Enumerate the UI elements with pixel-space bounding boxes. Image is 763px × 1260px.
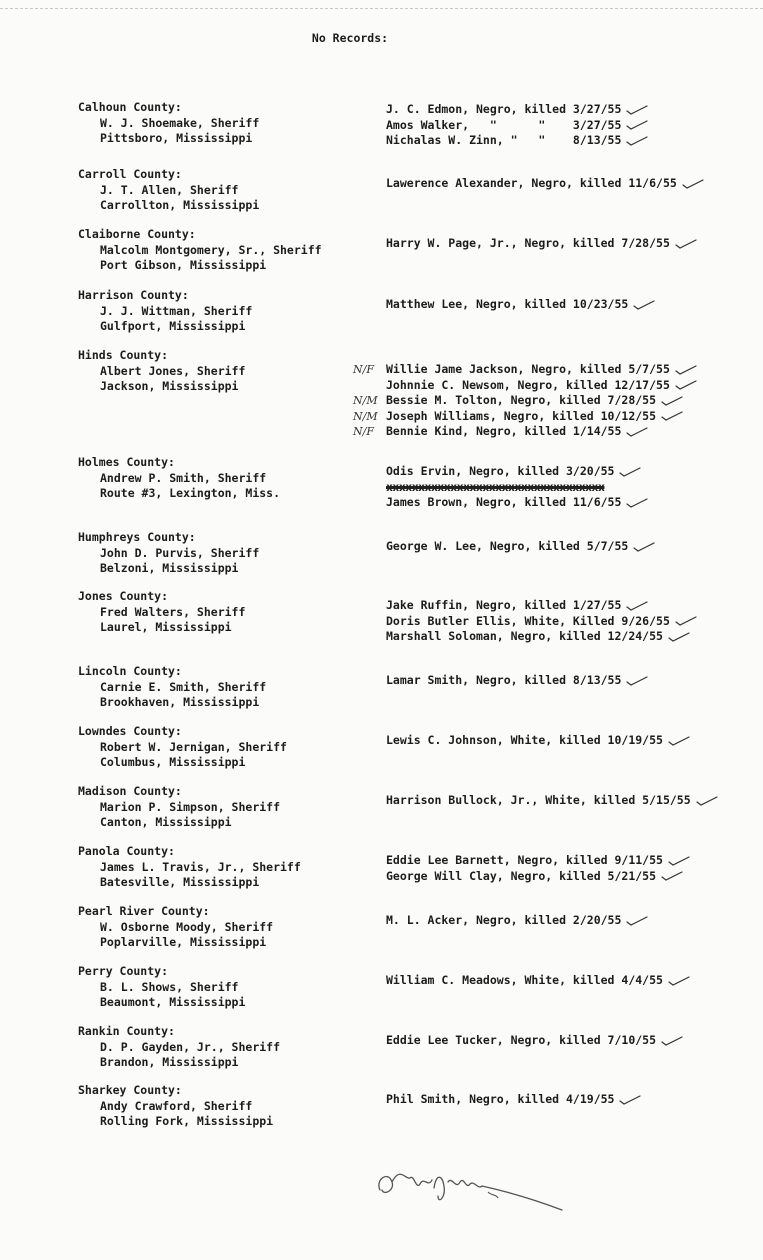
county-info [78, 964, 368, 1011]
sheriff-location: Gulfport, Mississippi [100, 319, 246, 333]
checkmark-icon [626, 499, 644, 507]
sheriff-location: Columbus, Mississippi [100, 755, 246, 769]
checkmark-icon [626, 677, 644, 685]
checkmark-icon [675, 381, 693, 389]
victim-text: Lamar Smith, Negro, killed 8/13/55 [386, 673, 622, 687]
sheriff-location: Carrollton, Mississippi [100, 198, 260, 212]
top-edge-line [0, 0, 763, 9]
sheriff-location: Batesville, Mississippi [100, 875, 260, 889]
sheriff-location: Brookhaven, Mississippi [100, 695, 260, 709]
sheriff-name: Albert Jones, Sheriff [100, 363, 246, 378]
victim-text: James Brown, Negro, killed 11/6/55 [386, 495, 622, 509]
county-info [78, 724, 368, 771]
checkmark-icon [626, 917, 644, 925]
victim-text: Willie Jame Jackson, Negro, killed 5/7/55 [386, 362, 670, 376]
victim-list [386, 464, 746, 511]
sheriff-location: Jackson, Mississippi [100, 379, 239, 393]
victim-text: Phil Smith, Negro, killed 4/19/55 [386, 1092, 615, 1106]
county-name: Perry County: [78, 964, 169, 978]
sheriff-location: Canton, Mississippi [100, 815, 232, 829]
sheriff-name: W. J. Shoemake, Sheriff [100, 115, 260, 130]
victim-record [386, 176, 746, 192]
county-info [78, 455, 368, 502]
victim-record [386, 495, 746, 511]
checkmark-icon [633, 543, 651, 551]
victim-record [353, 362, 746, 378]
sheriff-location: Pittsboro, Mississippi [100, 131, 253, 145]
victim-text: Nichalas W. Zinn, " " 8/13/55 [386, 133, 622, 147]
victim-list [386, 176, 746, 192]
checkmark-icon [619, 1096, 637, 1104]
county-info [78, 904, 368, 951]
county-info [78, 227, 368, 274]
victim-record [386, 598, 746, 614]
county-name: Lowndes County: [78, 724, 182, 738]
county-info [78, 664, 368, 711]
victim-text: M. L. Acker, Negro, killed 2/20/55 [386, 913, 622, 927]
victim-text: Joseph Williams, Negro, killed 10/12/55 [386, 408, 657, 423]
victim-record [386, 102, 746, 118]
victim-list [353, 362, 746, 440]
victim-text: Johnnie C. Newsom, Negro, killed 12/17/55 [386, 377, 670, 392]
victim-text: Marshall Soloman, Negro, killed 12/24/55 [386, 629, 663, 643]
county-name: Holmes County: [78, 455, 175, 469]
victim-text: Lewis C. Johnson, White, killed 10/19/55 [386, 733, 663, 747]
county-name: Pearl River County: [78, 904, 210, 918]
victim-record [386, 869, 746, 885]
county-name: Humphreys County: [78, 530, 196, 544]
checkmark-icon [668, 633, 686, 641]
county-name: Hinds County: [78, 348, 169, 362]
victim-record [353, 424, 746, 440]
victim-record [386, 539, 746, 555]
county-info [78, 348, 368, 395]
sheriff-name: Fred Walters, Sheriff [100, 604, 246, 619]
victim-list [386, 236, 746, 252]
victim-text: Doris Butler Ellis, White, Killed 9/26/55 [386, 613, 670, 628]
victim-record [386, 133, 746, 149]
checkmark-icon [619, 468, 637, 476]
victim-record [386, 913, 746, 929]
checkmark-icon [626, 121, 644, 129]
victim-text: Bennie Kind, Negro, killed 1/14/55 [386, 424, 622, 438]
victim-record [386, 793, 746, 809]
victim-record [386, 853, 746, 869]
victim-list [386, 733, 746, 749]
victim-text: Bessie M. Tolton, Negro, killed 7/28/55 [386, 393, 657, 407]
sheriff-name: Malcolm Montgomery, Sr., Sheriff [100, 242, 322, 257]
sheriff-location: Beaumont, Mississippi [100, 995, 246, 1009]
sheriff-location: Brandon, Mississippi [100, 1055, 239, 1069]
victim-text: Odis Ervin, Negro, killed 3/20/55 [386, 464, 615, 478]
victim-record [386, 464, 746, 480]
county-name: Madison County: [78, 784, 182, 798]
victim-record [386, 614, 746, 630]
sheriff-name: Robert W. Jernigan, Sheriff [100, 739, 287, 754]
sheriff-name: Andrew P. Smith, Sheriff [100, 470, 267, 485]
victim-text: George W. Lee, Negro, killed 5/7/55 [386, 539, 629, 553]
victim-text: Eddie Lee Tucker, Negro, killed 7/10/55 [386, 1033, 657, 1047]
victim-text: Matthew Lee, Negro, killed 10/23/55 [386, 297, 629, 311]
sheriff-name: D. P. Gayden, Jr., Sheriff [100, 1039, 281, 1054]
county-name: Rankin County: [78, 1024, 175, 1038]
checkmark-icon [668, 857, 686, 865]
victim-text: Harrison Bullock, Jr., White, killed 5/15/55 [386, 793, 691, 807]
county-info [78, 100, 368, 147]
victim-text: xxxxxxxxxxxxxxxxxxxxxxxxxxxxxxxxxx [386, 479, 605, 494]
checkmark-icon [661, 872, 679, 880]
checkmark-icon [661, 1037, 679, 1045]
victim-list [386, 973, 746, 989]
county-name: Jones County: [78, 589, 169, 603]
victim-record [386, 629, 746, 645]
victim-list [386, 598, 746, 645]
victim-record [386, 118, 746, 134]
sheriff-name: J. J. Wittman, Sheriff [100, 303, 253, 318]
county-info [78, 784, 368, 831]
checkmark-icon [675, 617, 693, 625]
sheriff-name: W. Osborne Moody, Sheriff [100, 919, 274, 934]
victim-record [386, 973, 746, 989]
victim-list [386, 1092, 746, 1108]
victim-text: Eddie Lee Barnett, Negro, killed 9/11/55 [386, 853, 663, 867]
checkmark-icon [682, 180, 700, 188]
checkmark-icon [675, 240, 693, 248]
checkmark-icon [668, 737, 686, 745]
checkmark-icon [661, 397, 679, 405]
victim-list [386, 297, 746, 313]
checkmark-icon [675, 366, 693, 374]
sheriff-name: Marion P. Simpson, Sheriff [100, 799, 281, 814]
victim-list [386, 1033, 746, 1049]
sheriff-location: Belzoni, Mississippi [100, 561, 239, 575]
victim-list [386, 793, 746, 809]
sheriff-location: Rolling Fork, Mississippi [100, 1114, 274, 1128]
county-name: Panola County: [78, 844, 175, 858]
victim-list [386, 539, 746, 555]
checkmark-icon [626, 137, 644, 145]
sheriff-name: J. T. Allen, Sheriff [100, 182, 239, 197]
checkmark-icon [668, 977, 686, 985]
victim-text: William C. Meadows, White, killed 4/4/55 [386, 973, 663, 987]
victim-record [386, 1092, 746, 1108]
victim-text: George Will Clay, Negro, killed 5/21/55 [386, 868, 657, 883]
victim-record [386, 236, 746, 252]
victim-text: Lawerence Alexander, Negro, killed 11/6/55 [386, 176, 677, 190]
county-name: Sharkey County: [78, 1083, 182, 1097]
handwritten-annotation: N/M [353, 394, 378, 407]
victim-text: Jake Ruffin, Negro, killed 1/27/55 [386, 598, 622, 612]
page-heading: No Records: [311, 31, 389, 45]
victim-record [386, 378, 746, 394]
victim-text: Amos Walker, " " 3/27/55 [386, 117, 622, 132]
county-info [78, 589, 368, 636]
handwritten-annotation: N/F [353, 363, 374, 376]
signature-image [370, 1160, 570, 1234]
handwritten-annotation: N/F [353, 425, 374, 438]
checkmark-icon [626, 602, 644, 610]
sheriff-location: Port Gibson, Mississippi [100, 258, 267, 272]
county-name: Carroll County: [78, 167, 182, 181]
victim-list [386, 673, 746, 689]
victim-record [386, 1033, 746, 1049]
county-name: Harrison County: [78, 288, 189, 302]
county-name: Claiborne County: [78, 227, 196, 241]
victim-list [386, 853, 746, 884]
county-info [78, 844, 368, 891]
victim-text: Harry W. Page, Jr., Negro, killed 7/28/55 [386, 236, 670, 250]
victim-record [386, 297, 746, 313]
county-name: Calhoun County: [78, 100, 182, 114]
victim-record [386, 673, 746, 689]
county-info [78, 288, 368, 335]
victim-list [386, 913, 746, 929]
handwritten-annotation: N/M [353, 409, 378, 423]
victim-record [386, 733, 746, 749]
victim-list [386, 102, 746, 149]
county-info [78, 167, 368, 214]
checkmark-icon [633, 301, 651, 309]
checkmark-icon [626, 106, 644, 114]
county-info [78, 1083, 368, 1130]
sheriff-name: John D. Purvis, Sheriff [100, 545, 260, 560]
victim-text: J. C. Edmon, Negro, killed 3/27/55 [386, 102, 622, 116]
checkmark-icon [696, 797, 714, 805]
sheriff-name: James L. Travis, Jr., Sheriff [100, 859, 301, 874]
victim-record [353, 393, 746, 409]
sheriff-location: Route #3, Lexington, Miss. [100, 486, 281, 500]
sheriff-name: B. L. Shows, Sheriff [100, 979, 239, 994]
county-info [78, 530, 368, 577]
sheriff-location: Poplarville, Mississippi [100, 935, 267, 949]
sheriff-name: Carnie E. Smith, Sheriff [100, 679, 267, 694]
victim-record [353, 408, 746, 425]
victim-record [386, 480, 746, 496]
county-name: Lincoln County: [78, 664, 182, 678]
sheriff-name: Andy Crawford, Sheriff [100, 1098, 253, 1113]
sheriff-location: Laurel, Mississippi [100, 620, 232, 634]
county-info [78, 1024, 368, 1071]
checkmark-icon [626, 428, 644, 436]
checkmark-icon [661, 412, 679, 420]
